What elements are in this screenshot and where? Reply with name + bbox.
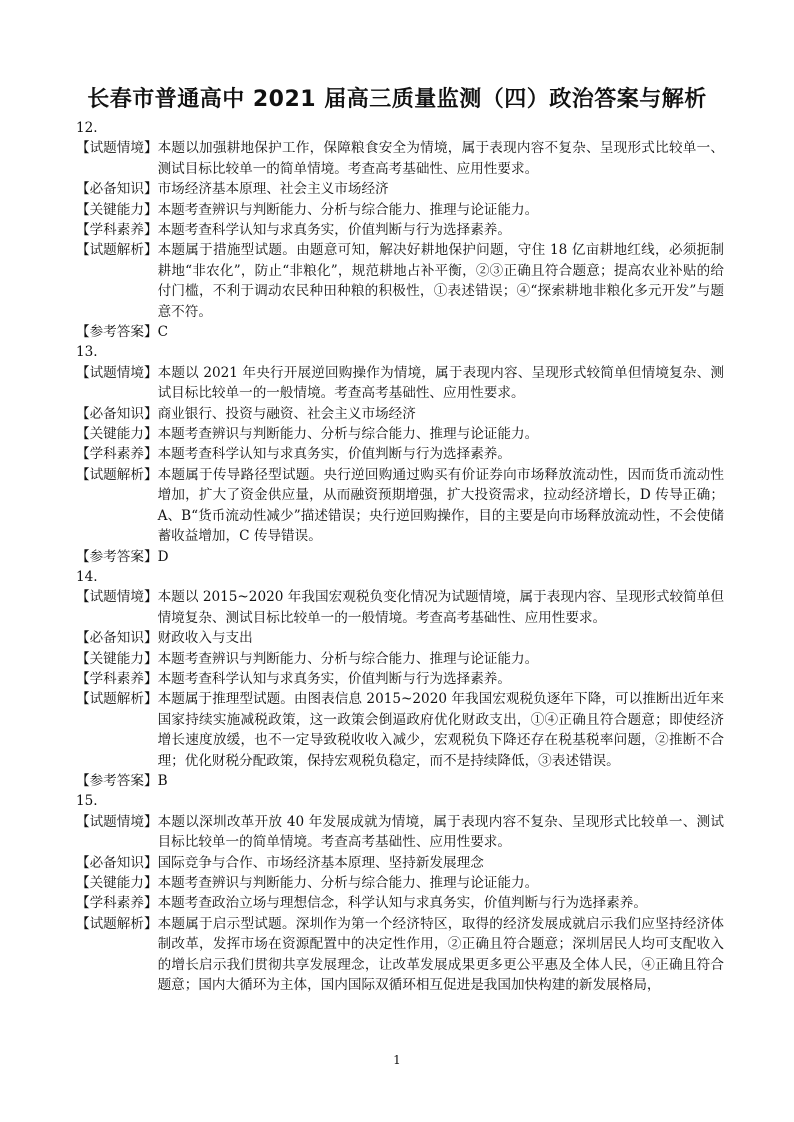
entry-tag: 【关键能力】 [76, 650, 158, 667]
entry-knowledge [76, 628, 724, 648]
entry-analysis [76, 240, 724, 322]
entry-text: 商业银行、投资与融资、社会主义市场经济 [157, 405, 416, 422]
entry-tag: 【试题解析】 [76, 691, 158, 708]
entry-answer [76, 322, 724, 342]
entry-analysis [76, 689, 724, 771]
entry-tag: 【试题解析】 [76, 915, 158, 932]
entry-text: 本题考查科学认知与求真务实，价值判断与行为选择素养。 [157, 222, 511, 239]
entry-tag: 【必备知识】 [76, 630, 158, 647]
entry-scenario [76, 812, 724, 853]
entry-text: 本题以加强耕地保护工作，保障粮食安全为情境，属于表现内容不复杂、呈现形式比较单一、测试目标比较单一的简单情境。考查高考基础性、应用性要求。 [157, 140, 724, 177]
entry-text: 本题考查政治立场与理想信念，科学认知与求真务实，价值判断与行为选择素养。 [157, 895, 647, 912]
entry-analysis [76, 465, 724, 547]
entry-text: C [157, 324, 168, 341]
entry-tag: 【参考答案】 [76, 548, 158, 565]
entry-scenario [76, 587, 724, 628]
entry-tag: 【试题解析】 [76, 242, 158, 259]
entry-tag: 【学科素养】 [76, 895, 158, 912]
entry-tag: 【关键能力】 [76, 874, 158, 891]
entry-tag: 【参考答案】 [76, 772, 158, 789]
entry-text: 本题考查辨识与判断能力、分析与综合能力、推理与论证能力。 [157, 650, 539, 667]
question-number: 13. [76, 344, 98, 361]
entry-text: 市场经济基本原理、社会主义市场经济 [157, 181, 389, 198]
entry-text: 本题考查辨识与判断能力、分析与综合能力、推理与论证能力。 [157, 426, 539, 443]
answer-content [76, 118, 724, 995]
entry-text: 本题以 2015~2020 年我国宏观税负变化情况为试题情境，属于表现内容、呈现形式较简单但情境复杂、测试目标比较单一的一般情境。考查高考基础性、应用性要求。 [157, 589, 724, 626]
entry-ability [76, 873, 724, 893]
entry-tag: 【试题情境】 [76, 140, 158, 157]
entry-knowledge [76, 404, 724, 424]
entry-literacy [76, 220, 724, 240]
entry-knowledge [76, 179, 724, 199]
entry-tag: 【必备知识】 [76, 181, 158, 198]
entry-literacy [76, 893, 724, 913]
entry-literacy [76, 669, 724, 689]
entry-literacy [76, 444, 724, 464]
entry-text: 本题属于启示型试题。深圳作为第一个经济特区，取得的经济发展成就启示我们应坚持经济体制改革，发挥市场在资源配置中的决定性作用，②正确且符合题意；深圳居民人均可支配收入的增长启示我们贯彻共享发展理念，让改革发展成果更多更公平惠及全体人民，④正确且符合题意；国内大循环为主体，国内国际双循环相互促进是我国加快构建的新发展格局， [157, 915, 724, 993]
entry-ability [76, 424, 724, 444]
entry-text: 本题以深圳改革开放 40 年发展成就为情境，属于表现内容不复杂、呈现形式比较单一、测试目标比较单一的简单情境。考查高考基础性、应用性要求。 [157, 813, 724, 851]
entry-text: 本题考查辨识与判断能力、分析与综合能力、推理与论证能力。 [157, 201, 539, 218]
entry-answer [76, 547, 724, 567]
question-number: 14. [76, 568, 98, 585]
entry-tag: 【关键能力】 [76, 426, 158, 443]
entry-tag: 【关键能力】 [76, 201, 158, 218]
entry-text: 本题以 2021 年央行开展逆回购操作为情境，属于表现内容、呈现形式较简单但情境复杂、测试目标比较单一的一般情境。考查高考基础性、应用性要求。 [157, 364, 724, 402]
question-number: 12. [76, 120, 98, 136]
entry-tag: 【试题情境】 [76, 589, 158, 606]
entry-tag: 【必备知识】 [76, 854, 158, 871]
entry-analysis [76, 914, 724, 996]
entry-scenario [76, 138, 724, 179]
entry-text: 本题考查科学认知与求真务实，价值判断与行为选择素养。 [157, 670, 511, 687]
entry-tag: 【参考答案】 [76, 324, 158, 341]
entry-tag: 【必备知识】 [76, 405, 158, 422]
entry-tag: 【学科素养】 [76, 222, 158, 239]
entry-ability [76, 649, 724, 669]
entry-text: 财政收入与支出 [157, 630, 253, 647]
entry-tag: 【试题解析】 [76, 466, 158, 483]
entry-text: D [157, 548, 169, 565]
entry-answer [76, 771, 724, 791]
entry-ability [76, 200, 724, 220]
entry-text: B [157, 772, 168, 789]
entry-tag: 【学科素养】 [76, 670, 158, 687]
entry-knowledge [76, 853, 724, 873]
entry-tag: 【试题情境】 [76, 813, 158, 830]
entry-text: 本题考查科学认知与求真务实，价值判断与行为选择素养。 [157, 446, 511, 463]
entry-text: 本题属于推理型试题。由图表信息 2015~2020 年我国宏观税负逐年下降，可以推断出近年来国家持续实施减税政策，这一政策会倒逼政府优化财政支出，①④正确且符合题意；即使经济增长速度放缓，也不一定导致税收收入减少，宏观税负下降还存在税基税率问题，②推断不合理；优化财税分配政策，保持宏观税负稳定，而不是持续降低，③表述错误。 [157, 691, 724, 769]
entry-tag: 【学科素养】 [76, 446, 158, 463]
page-title: 长春市普通高中 2021 届高三质量监测（四）政治答案与解析 [87, 87, 707, 112]
entry-text: 本题属于措施型试题。由题意可知，解决好耕地保护问题，守住 18 亿亩耕地红线，必须扼制耕地“非农化”，防止“非粮化”，规范耕地占补平衡，②③正确且符合题意；提高农业补贴的给付门槛，不利于调动农民种田种粮的积极性，①表述错误；④“探索耕地非粮化多元开发”与题意不符。 [157, 242, 724, 320]
question-number: 15. [76, 793, 98, 810]
entry-text: 本题考查辨识与判断能力、分析与综合能力、推理与论证能力。 [157, 874, 539, 891]
entry-text: 国际竞争与合作、市场经济基本原理、坚持新发展理念 [157, 854, 484, 871]
entry-tag: 【试题情境】 [76, 364, 158, 381]
page-number: 1 [393, 1053, 401, 1067]
entry-text: 本题属于传导路径型试题。央行逆回购通过购买有价证券向市场释放流动性，因而货币流动性增加，扩大了资金供应量，从而融资预期增强，扩大投资需求，拉动经济增长，D 传导正确；A、B“货币流动性减少”描述错误；央行逆回购操作，目的主要是向市场释放流动性，不会使储蓄收益增加，C 传导错误。 [157, 466, 724, 545]
entry-scenario [76, 363, 724, 404]
